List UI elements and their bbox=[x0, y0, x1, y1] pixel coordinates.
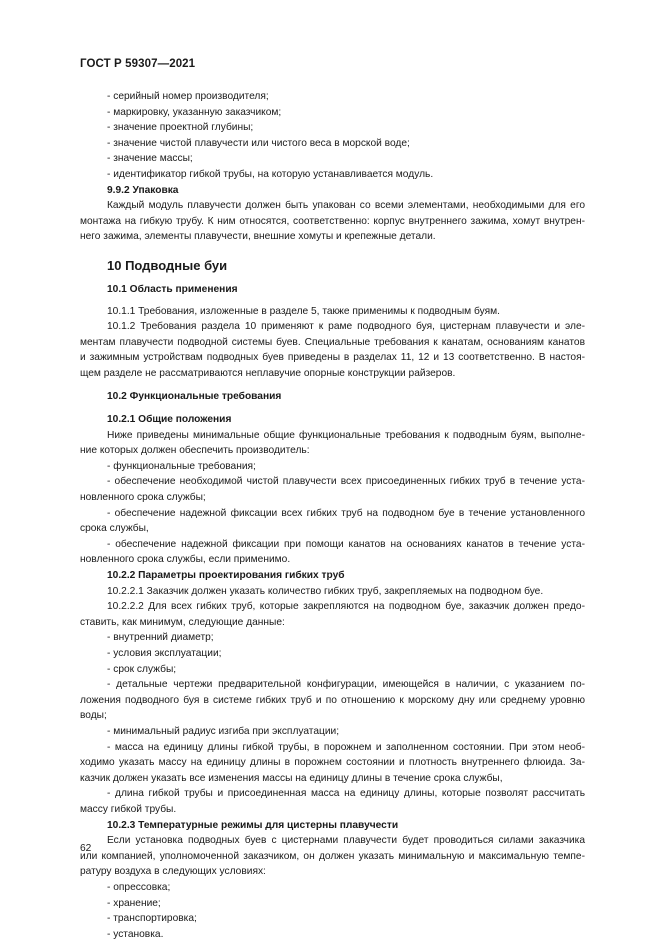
paragraph-line: ставить, как минимум, следующие данные: bbox=[80, 616, 285, 628]
list-item-continuation: срока службы, bbox=[80, 523, 149, 535]
list-item: - установка. bbox=[107, 928, 164, 940]
list-item: - функциональные требования; bbox=[107, 460, 256, 472]
paragraph-line: Каждый модуль плавучести должен быть упакован со всеми элементами, необходимыми для его bbox=[107, 200, 585, 212]
list-item: - опрессовка; bbox=[107, 881, 171, 893]
paragraph-line: ментам плавучести подводной системы буев. Специальные требования к канатам, основаниям канатов bbox=[80, 336, 585, 348]
paragraph-line: щем разделе не рассматриваются неплавучие опорные конструкции райзеров. bbox=[80, 367, 456, 379]
paragraph-line: 10.2.2.2 Для всех гибких труб, которые закрепляются на подводном буе, заказчик должен предо- bbox=[107, 601, 585, 613]
list-item: - детальные чертежи предварительной конфигурации, имеющейся в наличии, с указанием по- bbox=[107, 679, 585, 691]
page-body bbox=[80, 89, 585, 942]
paragraph-line: 10.2.2.1 Заказчик должен указать количество гибких труб, закрепляемых на подводном буе. bbox=[107, 585, 544, 597]
paragraph-line: и зажимным устройствам подводных буев приведены в разделах 11, 12 и 13 соответственно. В настоя- bbox=[80, 352, 585, 364]
list-item: - условия эксплуатации; bbox=[107, 648, 222, 659]
section-title-10-2-3: 10.2.3 Температурные режимы для цистерны плавучести bbox=[107, 819, 399, 831]
list-item: - транспортировка; bbox=[107, 913, 197, 925]
section-title-10-2-2: 10.2.2 Параметры проектирования гибких труб bbox=[107, 570, 345, 582]
list-item-continuation: ложения подводного буя в системе гибких труб и по отношению к морскому дну или среднему уровню bbox=[80, 694, 585, 706]
list-item: - внутренний диаметр; bbox=[107, 632, 214, 644]
list-item-continuation: массу гибкой трубы. bbox=[80, 803, 177, 815]
list-item: - обеспечение надежной фиксации при помощи канатов на основаниях канатов в течение уста- bbox=[107, 538, 585, 550]
list-item: - срок службы; bbox=[107, 663, 177, 675]
page-number: 62 bbox=[80, 843, 92, 854]
paragraph-line: него зажима, элементы плавучести, внешние хомуты и крепежные детали. bbox=[80, 231, 436, 243]
section-title-10-2: 10.2 Функциональные требования bbox=[107, 390, 282, 402]
paragraph-line: ние которых должен обеспечить производитель: bbox=[80, 445, 310, 457]
list-item: - масса на единицу длины гибкой трубы, в порожнем и заполненном состоянии. При этом необ- bbox=[107, 741, 585, 753]
subsection-title-packaging: 9.9.2 Упаковка bbox=[107, 184, 179, 196]
list-item: - идентификатор гибкой трубы, на которую устанавливается модуль. bbox=[107, 168, 434, 180]
list-item: - значение массы; bbox=[107, 153, 193, 165]
list-item: - серийный номер производителя; bbox=[107, 91, 269, 102]
section-title-10-1: 10.1 Область применения bbox=[107, 283, 238, 295]
list-item: - обеспечение надежной фиксации всех гибких труб на подводном буе в течение установленного bbox=[107, 507, 585, 519]
paragraph-line: монтажа на гибкую трубу. К ним относятся, соответственно: корпус внутреннего зажима, хомут внутрен- bbox=[80, 215, 585, 227]
list-item-continuation: новленного срока службы; bbox=[80, 492, 206, 504]
paragraph-line: Если установка подводных буев с цистернами плавучести будет проводиться силами заказчика bbox=[107, 835, 585, 847]
list-item: - значение чистой плавучести или чистого веса в морской воде; bbox=[107, 137, 410, 149]
paragraph-line: или компанией, уполномоченной заказчиком, он должен указать минимальную и максимальную темпе- bbox=[80, 850, 585, 862]
list-item: - хранение; bbox=[107, 897, 161, 909]
list-item-continuation: казчик должен указать все изменения массы на единицу длины в течение срока службы, bbox=[80, 772, 503, 784]
paragraph-line: 10.1.1 Требования, изложенные в разделе 5, также применимы к подводным буям. bbox=[107, 305, 500, 317]
list-item: - маркировку, указанную заказчиком; bbox=[107, 106, 282, 118]
list-item: - минимальный радиус изгиба при эксплуатации; bbox=[107, 725, 340, 737]
document-code: ГОСТ Р 59307—2021 bbox=[80, 58, 196, 70]
section-title-10: 10 Подводные буи bbox=[107, 257, 228, 273]
list-item: - обеспечение необходимой чистой плавучести всех присоединенных гибких труб в течение уста- bbox=[107, 476, 585, 488]
list-item-continuation: новленного срока службы, если применимо. bbox=[80, 554, 291, 566]
paragraph-line: ратуру воздуха в следующих условиях: bbox=[80, 866, 266, 878]
list-item-continuation: воды; bbox=[80, 710, 107, 722]
section-title-10-2-1: 10.2.1 Общие положения bbox=[107, 414, 232, 426]
paragraph-line: Ниже приведены минимальные общие функциональные требования к подводным буям, выполне- bbox=[107, 429, 585, 441]
list-item: - значение проектной глубины; bbox=[107, 122, 254, 134]
list-item: - длина гибкой трубы и присоединенная масса на единицу длины, которые позволят рассчитать bbox=[107, 788, 585, 800]
paragraph-line: 10.1.2 Требования раздела 10 применяют к раме подводного буя, цистернам плавучести и эле- bbox=[107, 321, 585, 333]
list-item-continuation: ходимо указать массу на единицу длины в порожнем состоянии и плотность внутреннего флюида. За- bbox=[80, 757, 585, 769]
